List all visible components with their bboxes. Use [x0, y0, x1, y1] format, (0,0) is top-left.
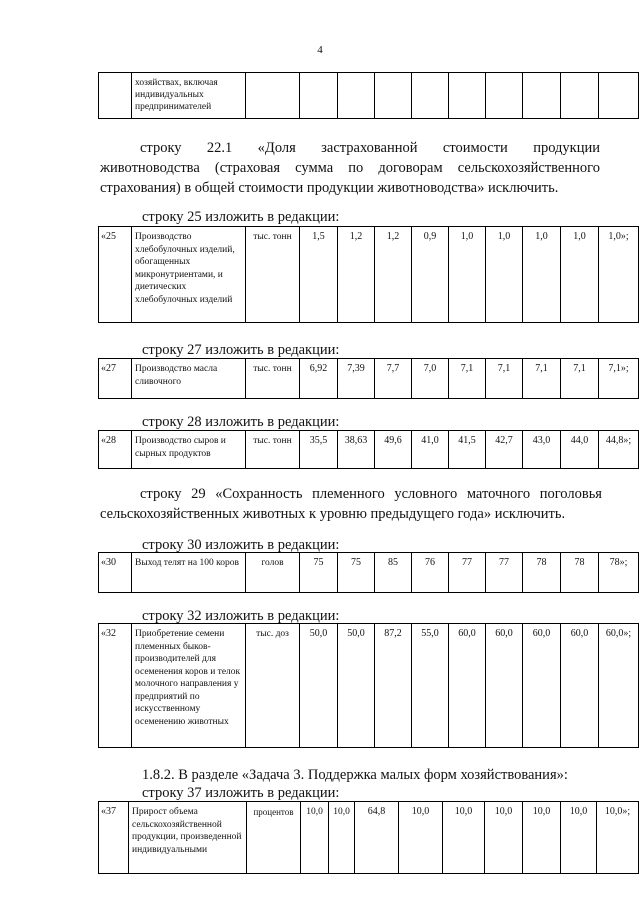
row-value: 10,0 — [301, 802, 329, 874]
row-value: 78 — [523, 553, 561, 593]
row-value: 0,9 — [412, 227, 449, 323]
heading-row-30: строку 30 изложить в редакции: — [142, 537, 340, 553]
row-unit: тыс. тонн — [246, 227, 300, 323]
row-value: 60,0»; — [599, 624, 639, 748]
row-value: 10,0»; — [597, 802, 639, 874]
heading-row-28: строку 28 изложить в редакции: — [142, 414, 340, 430]
row-code: «32 — [99, 624, 132, 748]
heading-row-32: строку 32 изложить в редакции: — [142, 608, 340, 624]
row-value: 87,2 — [375, 624, 412, 748]
table-continuation — [98, 72, 639, 119]
page-number: 4 — [317, 44, 323, 56]
row-value: 75 — [300, 553, 338, 593]
row-value: 60,0 — [523, 624, 561, 748]
row-value: 43,0 — [523, 431, 561, 469]
row-code: «27 — [99, 359, 132, 399]
row-value: 7,1 — [449, 359, 486, 399]
row-value: 1,0 — [523, 227, 561, 323]
row-value: 7,1»; — [599, 359, 639, 399]
table-cell-code — [99, 73, 132, 119]
row-value: 75 — [338, 553, 375, 593]
row-value: 1,0 — [449, 227, 486, 323]
row-value: 50,0 — [300, 624, 338, 748]
heading-row-37: строку 37 изложить в редакции: — [142, 785, 340, 801]
row-value: 78»; — [599, 553, 639, 593]
row-value: 7,1 — [561, 359, 599, 399]
row-value: 60,0 — [449, 624, 486, 748]
table-row-25 — [98, 226, 639, 323]
row-value: 7,1 — [486, 359, 523, 399]
paragraph-line: животноводства (страховая сумма по договорам сельскохозяйственного — [100, 160, 600, 176]
row-name: Приобретение семени племенных быков-производителей для осеменения коров и телок молочного направления у предприятий по искусственному осеменению животных — [132, 624, 246, 748]
row-value: 1,5 — [300, 227, 338, 323]
row-value: 1,0 — [561, 227, 599, 323]
table-row-37 — [98, 801, 639, 874]
row-value: 10,0 — [561, 802, 597, 874]
row-name: Производство масла сливочного — [132, 359, 246, 399]
row-value: 10,0 — [485, 802, 523, 874]
row-value: 1,0»; — [599, 227, 639, 323]
row-name: Производство хлебобулочных изделий, обогащенных микронутриентами, и диетических хлебобулочных изделий — [132, 227, 246, 323]
row-value: 10,0 — [329, 802, 355, 874]
table-row-28 — [98, 430, 639, 469]
row-unit: процентов — [247, 802, 301, 874]
row-value: 1,0 — [486, 227, 523, 323]
table-row-27 — [98, 358, 639, 399]
row-value: 10,0 — [399, 802, 443, 874]
row-unit: голов — [246, 553, 300, 593]
table-row-30 — [98, 552, 639, 593]
heading-row-25: строку 25 изложить в редакции: — [142, 209, 340, 225]
row-value: 10,0 — [443, 802, 485, 874]
paragraph-line: строку 29 «Сохранность племенного условного маточного поголовья — [140, 486, 602, 502]
table-row-32 — [98, 623, 639, 748]
row-unit: тыс. тонн — [246, 431, 300, 469]
row-code: «28 — [99, 431, 132, 469]
row-value: 10,0 — [523, 802, 561, 874]
row-value: 64,8 — [355, 802, 399, 874]
paragraph-row-29 — [100, 484, 602, 524]
row-value: 76 — [412, 553, 449, 593]
table-cell-name: хозяйствах, включая индивидуальных предпринимателей — [132, 73, 246, 119]
row-value: 78 — [561, 553, 599, 593]
row-value: 77 — [449, 553, 486, 593]
row-value: 38,63 — [338, 431, 375, 469]
row-code: «37 — [99, 802, 129, 874]
paragraph-line: страхования) в общей стоимости продукции животноводства» исключить. — [100, 180, 559, 196]
row-value: 1,2 — [375, 227, 412, 323]
row-value: 49,6 — [375, 431, 412, 469]
row-value: 7,0 — [412, 359, 449, 399]
row-code: «30 — [99, 553, 132, 593]
row-value: 1,2 — [338, 227, 375, 323]
row-value: 41,5 — [449, 431, 486, 469]
row-value: 85 — [375, 553, 412, 593]
row-value: 7,7 — [375, 359, 412, 399]
section-heading: 1.8.2. В разделе «Задача 3. Поддержка малых форм хозяйствования»: — [142, 767, 568, 783]
paragraph-line: строку 22.1 «Доля застрахованной стоимости продукции — [140, 140, 600, 156]
row-value: 60,0 — [561, 624, 599, 748]
row-value: 7,39 — [338, 359, 375, 399]
heading-row-27: строку 27 изложить в редакции: — [142, 342, 340, 358]
row-name: Прирост объема сельскохозяйственной продукции, произведенной индивидуальными — [129, 802, 247, 874]
row-value: 42,7 — [486, 431, 523, 469]
row-value: 77 — [486, 553, 523, 593]
row-value: 44,8»; — [599, 431, 639, 469]
row-code: «25 — [99, 227, 132, 323]
row-value: 44,0 — [561, 431, 599, 469]
row-value: 50,0 — [338, 624, 375, 748]
row-value: 7,1 — [523, 359, 561, 399]
paragraph-line: сельскохозяйственных животных к уровню предыдущего года» исключить. — [100, 506, 566, 522]
row-unit: тыс. доз — [246, 624, 300, 748]
paragraph-row-22-1 — [100, 138, 600, 198]
row-value: 55,0 — [412, 624, 449, 748]
row-value: 6,92 — [300, 359, 338, 399]
row-unit: тыс. тонн — [246, 359, 300, 399]
row-name: Производство сыров и сырных продуктов — [132, 431, 246, 469]
row-value: 41,0 — [412, 431, 449, 469]
row-value: 35,5 — [300, 431, 338, 469]
row-name: Выход телят на 100 коров — [132, 553, 246, 593]
row-value: 60,0 — [486, 624, 523, 748]
